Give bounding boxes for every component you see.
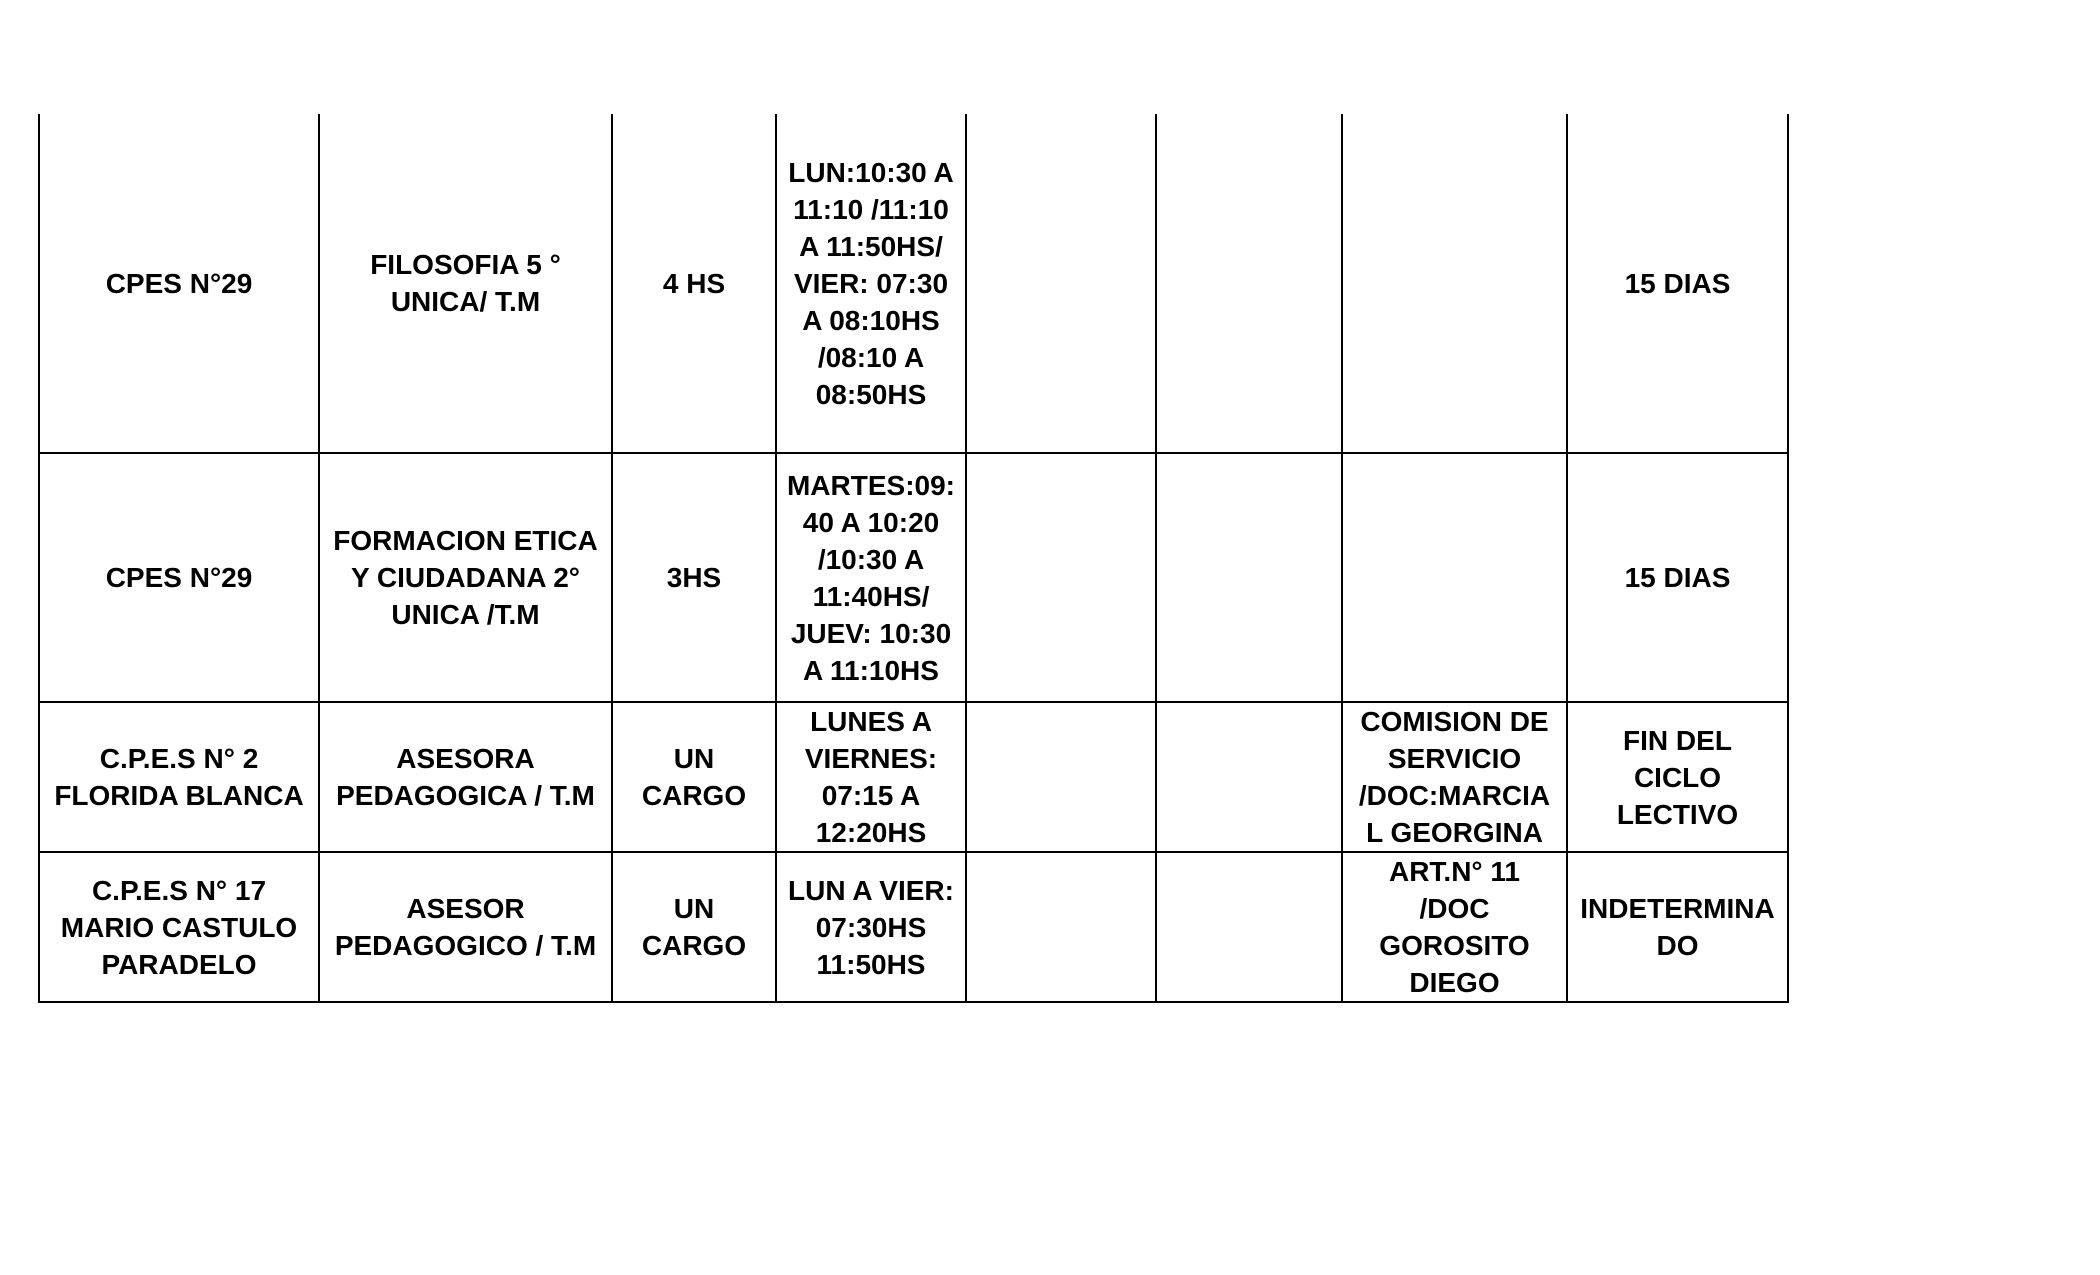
schedule-table xyxy=(38,114,1789,1003)
institution-cell: CPES N°29 xyxy=(39,114,319,453)
empty-cell-5 xyxy=(966,453,1156,702)
table-row xyxy=(39,702,1788,852)
hours-cell: UN CARGO xyxy=(612,702,776,852)
subject-cell: ASESOR PEDAGOGICO / T.M xyxy=(319,852,612,1002)
empty-cell-6 xyxy=(1156,114,1342,453)
subject-cell: ASESORA PEDAGOGICA / T.M xyxy=(319,702,612,852)
institution-cell: C.P.E.S N° 17 MARIO CASTULO PARADELO xyxy=(39,852,319,1002)
duration-cell: FIN DEL CICLO LECTIVO xyxy=(1567,702,1788,852)
duration-cell: 15 DIAS xyxy=(1567,453,1788,702)
table-row xyxy=(39,114,1788,453)
table-row xyxy=(39,453,1788,702)
reason-cell xyxy=(1342,114,1567,453)
empty-cell-6 xyxy=(1156,453,1342,702)
hours-cell: 3HS xyxy=(612,453,776,702)
empty-cell-6 xyxy=(1156,852,1342,1002)
schedule-cell: MARTES:09: 40 A 10:20 /10:30 A 11:40HS/ JUEV: 10:30 A 11:10HS xyxy=(776,453,966,702)
schedule-cell: LUN:10:30 A 11:10 /11:10 A 11:50HS/ VIER: 07:30 A 08:10HS /08:10 A 08:50HS xyxy=(776,114,966,453)
duration-cell: INDETERMINA DO xyxy=(1567,852,1788,1002)
institution-cell: CPES N°29 xyxy=(39,453,319,702)
hours-cell: 4 HS xyxy=(612,114,776,453)
schedule-cell: LUNES A VIERNES: 07:15 A 12:20HS xyxy=(776,702,966,852)
hours-cell: UN CARGO xyxy=(612,852,776,1002)
reason-cell: ART.N° 11 /DOC GOROSITO DIEGO xyxy=(1342,852,1567,1002)
empty-cell-5 xyxy=(966,114,1156,453)
empty-cell-5 xyxy=(966,852,1156,1002)
empty-cell-6 xyxy=(1156,702,1342,852)
schedule-cell: LUN A VIER: 07:30HS 11:50HS xyxy=(776,852,966,1002)
subject-cell: FORMACION ETICA Y CIUDADANA 2° UNICA /T.M xyxy=(319,453,612,702)
table-row xyxy=(39,852,1788,1002)
subject-cell: FILOSOFIA 5 ° UNICA/ T.M xyxy=(319,114,612,453)
reason-cell xyxy=(1342,453,1567,702)
institution-cell: C.P.E.S N° 2 FLORIDA BLANCA xyxy=(39,702,319,852)
duration-cell: 15 DIAS xyxy=(1567,114,1788,453)
empty-cell-5 xyxy=(966,702,1156,852)
reason-cell: COMISION DE SERVICIO /DOC:MARCIA L GEORGINA xyxy=(1342,702,1567,852)
